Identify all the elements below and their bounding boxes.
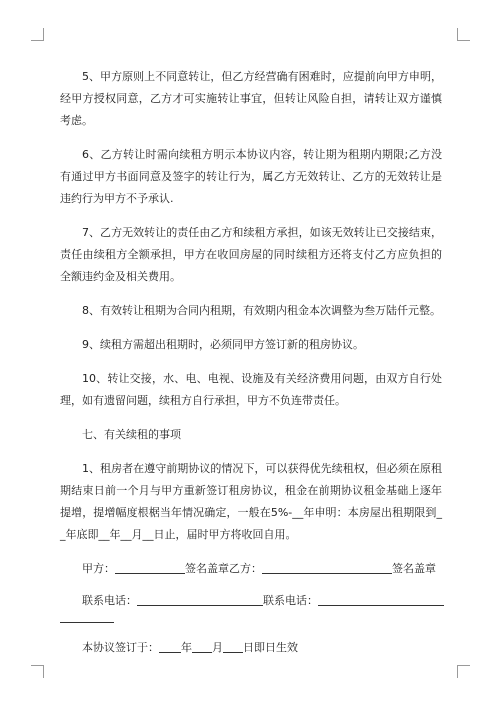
clause-9: 9、续租方需超出租期时，必须同甲方签订新的租房协议。 <box>82 338 364 351</box>
clause-7: 7、乙方无效转让的责任由乙方和续租方承担，如该无效转让已交接结束，责任由续租方全额承担，甲方在收回房屋的同时续租方还将支付乙方应负担的全额违约金及相关费用。 <box>60 226 442 283</box>
sign-date-suffix: 日即日生效 <box>243 641 298 654</box>
year-blank[interactable] <box>159 638 181 653</box>
crop-mark-bottom-right <box>457 665 470 678</box>
sign-date-prefix: 本协议签订于： <box>82 641 159 654</box>
contact-label-a: 联系电话： <box>82 594 137 607</box>
clause-6: 6、乙方转让时需向续租方明示本协议内容，转让期为租期内期限;乙方没有通过甲方书面同意及签字的转让行为，属乙方无效转让、乙方的无效转让是违约行为甲方不予承认. <box>60 148 442 205</box>
contact-label-b: 联系电话： <box>263 594 318 607</box>
crop-mark-bottom-left <box>31 665 44 678</box>
year-label: 年 <box>181 641 192 654</box>
document-body <box>60 66 442 659</box>
month-label: 月 <box>212 641 223 654</box>
clause-8: 8、有效转让租期为合同内租期，有效期内租金本次调整为叁万陆仟元整。 <box>82 304 441 317</box>
seal-label-b: 签名盖章 <box>392 562 436 575</box>
party-b-signature-blank[interactable] <box>262 559 392 574</box>
month-blank[interactable] <box>192 638 212 653</box>
sign-date-row <box>60 637 442 659</box>
day-blank[interactable] <box>223 638 243 653</box>
renewal-clause-1: 1、租房者在遵守前期协议的情况下，可以获得优先续租权，但必须在原租期结束日前一个月与甲方重新签订租房协议，租金在前期协议租金基础上逐年提增，提增幅度根椐当年情况确定，一般在5%-__年申明：本房屋出租期限到__年底即__年__月__日止，届时甲方将收回自用。 <box>60 462 442 541</box>
party-a-label: 甲方： <box>82 562 115 575</box>
clause-10: 10、转让交接，水、电、电视、设施及有关经济费用问题，由双方自行处理，如有遗留问题，续租方自行承担，甲方不负连带责任。 <box>60 372 442 407</box>
clause-5: 5、甲方原则上不同意转让，但乙方经营确有困难时，应提前向甲方申明，经甲方授权同意，乙方才可实施转让事宜，但转让风险自担，请转让双方谨慎考虑。 <box>60 70 442 127</box>
crop-mark-top-right <box>457 28 470 41</box>
section-heading: 七、有关续租的事项 <box>82 428 181 441</box>
separator-line <box>60 622 114 623</box>
seal-label-a: 签名盖章乙方： <box>185 562 262 575</box>
crop-mark-top-left <box>31 28 44 41</box>
signature-row <box>60 558 442 580</box>
party-a-signature-blank[interactable] <box>115 559 185 574</box>
contact-a-blank[interactable] <box>137 591 263 606</box>
contact-b-blank[interactable] <box>318 591 444 606</box>
contact-row <box>60 590 442 612</box>
